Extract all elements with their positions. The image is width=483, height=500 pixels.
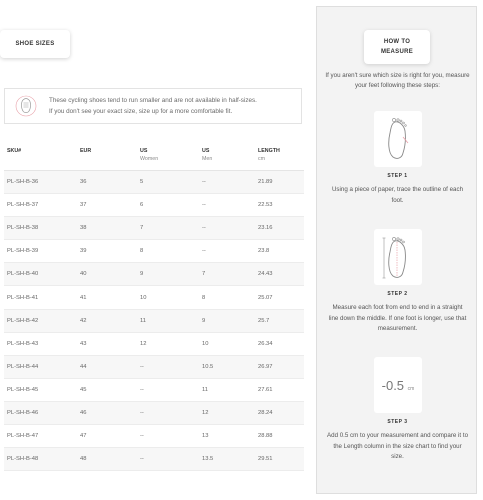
cell-eur: 40: [80, 271, 87, 278]
header-us-men: US Men: [202, 148, 213, 162]
cell-sku: PL-SH-B-41: [7, 294, 39, 301]
table-row: [4, 263, 304, 286]
cell-eur: 43: [80, 340, 87, 347]
step-3-text: Add 0.5 cm to your measurement and compare it to the Length column in the size chart to find your size.: [327, 432, 469, 460]
cell-eur: 45: [80, 386, 87, 393]
cell-us-women: --: [140, 456, 144, 463]
notice-line-1: These cycling shoes tend to run smaller and are not available in half-sizes.: [49, 97, 257, 104]
cell-length: 27.61: [258, 386, 273, 393]
cell-us-women: --: [140, 386, 144, 393]
table-row: [4, 448, 304, 471]
cell-eur: 36: [80, 179, 87, 186]
table-row: [4, 310, 304, 333]
table-row: [4, 240, 304, 263]
cell-sku: PL-SH-B-45: [7, 386, 39, 393]
table-row: [4, 425, 304, 448]
size-table-body: [4, 171, 304, 471]
table-row: [4, 217, 304, 240]
cell-sku: PL-SH-B-36: [7, 179, 39, 186]
header-eur: EUR: [80, 148, 92, 154]
cell-us-women: 6: [140, 202, 144, 209]
cell-us-men: 13: [202, 433, 209, 440]
cell-sku: PL-SH-B-48: [7, 456, 39, 463]
size-table-header: [4, 141, 304, 171]
table-row: [4, 402, 304, 425]
cell-us-men: --: [202, 202, 206, 209]
step-3-measure: -0.5 cm: [381, 377, 415, 393]
how-to-measure-title: HOW TO MEASURE: [364, 30, 430, 64]
cell-us-women: 9: [140, 271, 144, 278]
cell-us-men: 10.5: [202, 363, 214, 370]
table-row: [4, 379, 304, 402]
shoe-sizes-tab-label: SHOE SIZES: [15, 41, 55, 47]
cell-us-women: 10: [140, 294, 147, 301]
measure-intro: If you aren't sure which size is right for you, measure your feet following these steps:: [325, 72, 470, 89]
header-sku: SKU#: [7, 148, 22, 154]
step-2-card: [374, 229, 422, 285]
how-to-measure-panel: [316, 6, 477, 494]
cell-us-men: --: [202, 179, 206, 186]
cell-sku: PL-SH-B-43: [7, 340, 39, 347]
cell-us-men: 11: [202, 386, 209, 393]
cell-us-men: 10: [202, 340, 209, 347]
cell-us-men: 12: [202, 409, 209, 416]
cell-length: 28.88: [258, 433, 273, 440]
cell-eur: 48: [80, 456, 87, 463]
cell-us-women: 11: [140, 317, 147, 324]
cell-sku: PL-SH-B-44: [7, 363, 39, 370]
cell-sku: PL-SH-B-40: [7, 271, 39, 278]
cell-sku: PL-SH-B-39: [7, 248, 39, 255]
cell-length: 28.24: [258, 409, 273, 416]
cell-eur: 47: [80, 433, 87, 440]
cell-length: 26.97: [258, 363, 273, 370]
table-row: [4, 286, 304, 309]
cell-us-women: 5: [140, 179, 144, 186]
step-3-label: STEP 3: [387, 419, 408, 425]
cell-us-men: 13.5: [202, 456, 214, 463]
cell-length: 29.51: [258, 456, 273, 463]
cell-eur: 41: [80, 294, 87, 301]
cell-eur: 37: [80, 202, 87, 209]
cell-us-women: --: [140, 363, 144, 370]
cell-sku: PL-SH-B-37: [7, 202, 39, 209]
step-3-card: [374, 357, 422, 413]
step-2-label: STEP 2: [387, 291, 408, 297]
cell-eur: 44: [80, 363, 87, 370]
sizing-notice: [4, 88, 302, 124]
cell-sku: PL-SH-B-38: [7, 225, 39, 232]
step-1-card: [374, 111, 422, 167]
shoe-icon: [15, 95, 37, 117]
cell-length: 21.89: [258, 179, 273, 186]
cell-eur: 38: [80, 225, 87, 232]
cell-sku: PL-SH-B-42: [7, 317, 39, 324]
cell-length: 25.7: [258, 317, 270, 324]
cell-us-men: 7: [202, 271, 206, 278]
cell-us-women: --: [140, 433, 144, 440]
table-row: [4, 171, 304, 194]
shoe-sizes-tab[interactable]: [0, 30, 70, 58]
cell-us-men: --: [202, 225, 206, 232]
table-row: [4, 333, 304, 356]
cell-sku: PL-SH-B-47: [7, 433, 39, 440]
header-us-women: US Women: [140, 148, 159, 162]
cell-length: 26.34: [258, 340, 273, 347]
step-2-text: Measure each foot from end to end in a straight line down the middle. If one foot is longer, use that measurement.: [328, 304, 467, 332]
table-row: [4, 194, 304, 217]
foot-outline-icon: [383, 117, 413, 161]
cell-length: 23.8: [258, 248, 270, 255]
cell-length: 25.07: [258, 294, 273, 301]
cell-eur: 42: [80, 317, 87, 324]
cell-length: 22.53: [258, 202, 273, 209]
cell-eur: 46: [80, 409, 87, 416]
foot-measure-icon: [381, 234, 415, 280]
cell-sku: PL-SH-B-46: [7, 409, 39, 416]
cell-eur: 39: [80, 248, 87, 255]
table-row: [4, 356, 304, 379]
cell-us-men: 9: [202, 317, 206, 324]
cell-length: 24.43: [258, 271, 273, 278]
cell-us-women: 8: [140, 248, 144, 255]
header-length: LENGTH cm: [258, 148, 280, 162]
cell-us-women: 12: [140, 340, 147, 347]
cell-us-women: 7: [140, 225, 144, 232]
cell-us-men: 8: [202, 294, 206, 301]
size-table: [4, 141, 304, 471]
step-1-label: STEP 1: [387, 173, 408, 179]
cell-us-women: --: [140, 409, 144, 416]
step-1-text: Using a piece of paper, trace the outline of each foot.: [331, 186, 464, 204]
cell-us-men: --: [202, 248, 206, 255]
notice-line-2: If you don't see your exact size, size up for a more comfortable fit.: [49, 108, 233, 115]
cell-length: 23.16: [258, 225, 273, 232]
